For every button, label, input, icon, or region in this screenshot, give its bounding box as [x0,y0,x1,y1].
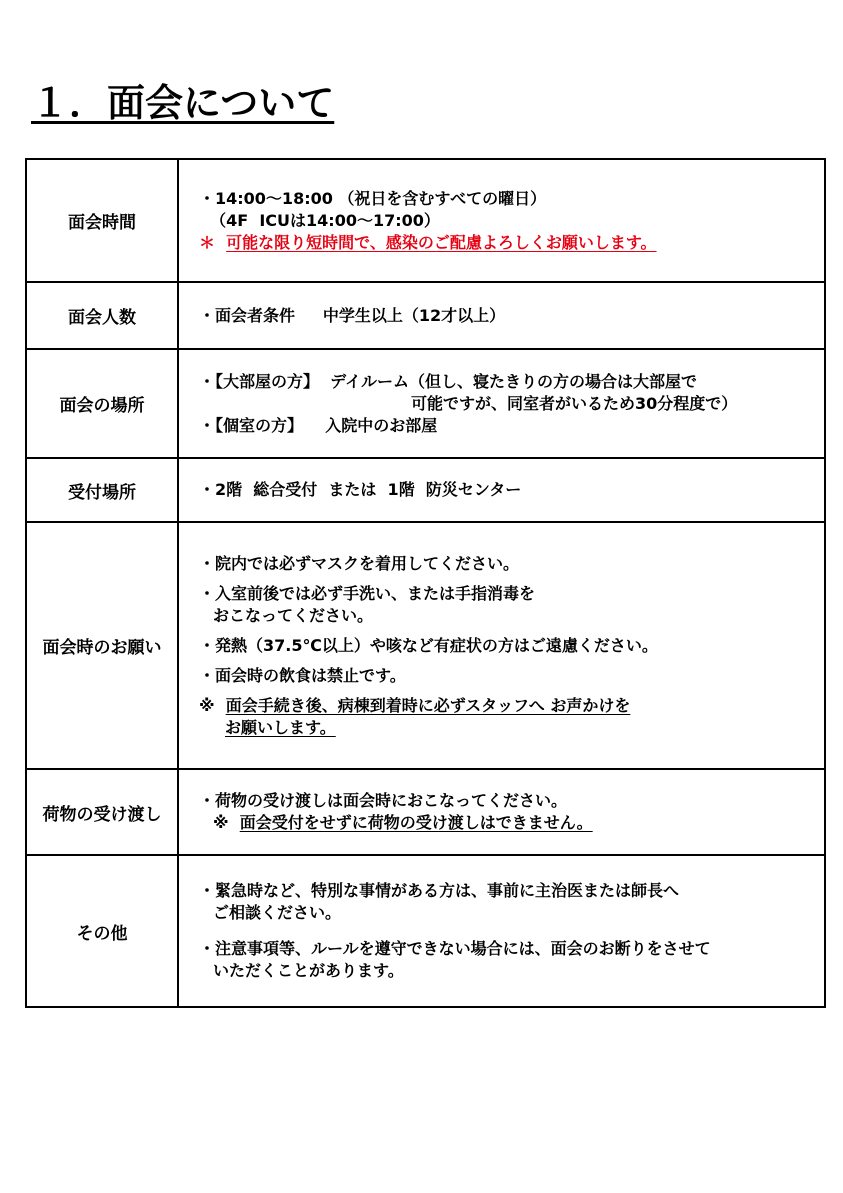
request-mask: ・院内では必ずマスクを着用してください。 [199,553,520,573]
label-other: その他 [27,856,179,1006]
parcels-rule: ・荷物の受け渡しは面会時におこなってください。 [199,791,568,810]
row-visitor-count [27,281,824,348]
other-emergency: ・緊急時など、特別な事情がある方は、事前に主治医または師長へ [199,881,680,900]
content-parcels [179,770,824,854]
label-visitor-count: 面会人数 [27,283,179,348]
request-no-food: ・面会時の飲食は禁止です。 [199,665,406,685]
request-note [199,695,824,717]
reception-place: ・2階 総合受付 または 1階 防災センター [199,480,522,499]
content-visiting-location [179,350,824,457]
hours-note [199,232,824,254]
other-emergency-cont: ご相談ください。 [213,903,342,922]
location-private-room: ・【個室の方】 入院中のお部屋 [199,415,438,435]
content-visiting-hours [179,160,824,281]
request-note-cont [199,717,824,739]
other-rules: ・注意事項等、ルールを遵守できない場合には、面会のお断りをさせて [199,939,711,958]
row-parcels [27,768,824,854]
page-title: １．面会について [31,81,335,125]
row-visiting-hours [27,160,824,281]
label-reception: 受付場所 [27,459,179,521]
row-other [27,854,824,1006]
label-visiting-location: 面会の場所 [27,350,179,457]
content-other [179,856,824,1006]
label-visiting-requests: 面会時のお願い [27,523,179,768]
label-visiting-hours: 面会時間 [27,160,179,281]
reference-mark: ※ [199,695,215,715]
visiting-info-table [25,158,826,1008]
hours-note-text: 可能な限り短時間で、感染のご配慮よろしくお願いします。 [226,232,657,252]
reference-mark: ※ [213,813,229,832]
row-visiting-location [27,348,824,457]
row-visiting-requests [27,521,824,768]
location-shared-room: ・【大部屋の方】 デイルーム（但し、寝たきりの方の場合は大部屋で [199,371,698,391]
request-handwash: ・入室前後では必ず手洗い、または手指消毒を [199,583,536,603]
location-shared-room-cont: 可能ですが、同室者がいるため30分程度で） [411,393,738,413]
request-handwash-cont: おこなってください。 [213,605,374,625]
hours-general: ・14:00～18:00 （祝日を含むすべての曜日） [199,188,547,208]
row-reception [27,457,824,521]
other-rules-cont: いただくことがあります。 [213,961,404,980]
parcels-note-text: 面会受付をせずに荷物の受け渡しはできません。 [239,813,593,832]
content-visiting-requests [179,523,824,768]
hours-icu: （4F ICUは14:00～17:00） [199,210,440,230]
visitor-condition: ・面会者条件 中学生以上（12才以上） [199,305,506,325]
request-note-text-cont: お願いします。 [225,717,336,737]
request-fever: ・発熱（37.5℃以上）や咳など有症状の方はご遠慮ください。 [199,635,658,655]
content-reception [179,459,824,521]
content-visitor-count [179,283,824,348]
label-parcels: 荷物の受け渡し [27,770,179,854]
request-note-text: 面会手続き後、病棟到着時に必ずスタッフへ お声かけを [225,695,631,715]
asterisk-mark: ＊ [199,232,216,252]
parcels-note [199,812,824,834]
